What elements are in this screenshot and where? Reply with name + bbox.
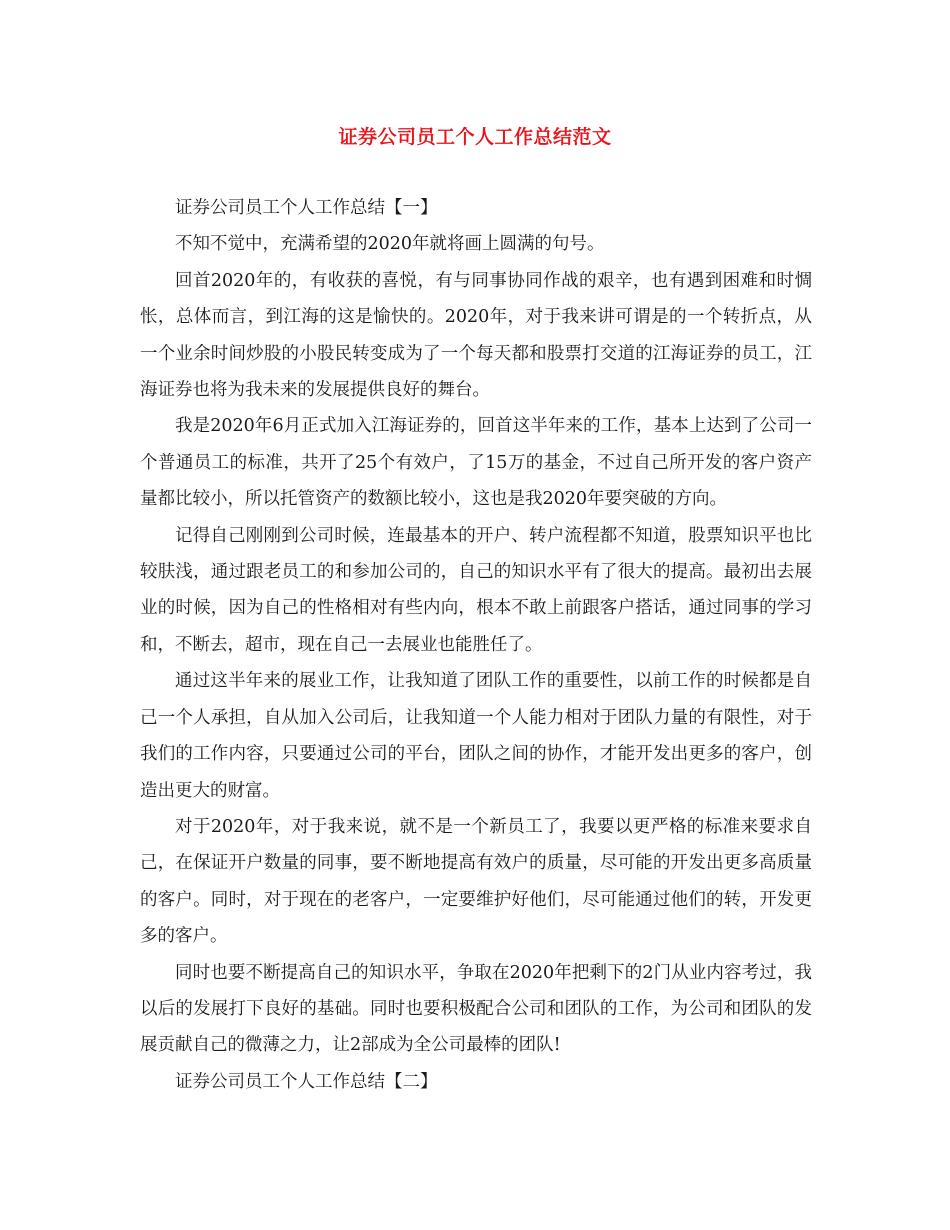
paragraph: 同时也要不断提高自己的知识水平，争取在2020年把剩下的2门从业内容考过，我以后的发展打下良好的基础。同时也要积极配合公司和团队的工作，为公司和团队的发展贡献自己的微薄之力，让2部成为全公司最棒的团队! <box>140 962 812 1056</box>
paragraph: 我是2020年6月正式加入江海证券的，回首这半年来的工作，基本上达到了公司一个普通员工的标准，共开了25个有效户，了15万的基金，不过自己所开发的客户资产量都比较小，所以托管资产的数额比较小，这也是我2020年要突破的方向。 <box>140 416 812 510</box>
paragraph: 记得自己刚刚到公司时候，连最基本的开户、转户流程都不知道，股票知识平也比较肤浅，通过跟老员工的和参加公司的，自己的知识水平有了很大的提高。最初出去展业的时候，因为自己的性格相对有些内向，根本不敢上前跟客户搭话，通过同事的学习和，不断去，超市，现在自己一去展业也能胜任了。 <box>140 525 812 655</box>
section-heading-2: 证券公司员工个人工作总结【二】 <box>175 1071 438 1092</box>
paragraph: 不知不觉中，充满希望的2020年就将画上圆满的句号。 <box>175 234 605 255</box>
section-heading-1: 证券公司员工个人工作总结【一】 <box>175 198 438 218</box>
document-title: 证券公司员工个人工作总结范文 <box>338 126 612 148</box>
document-body <box>140 190 812 1100</box>
paragraph: 回首2020年的，有收获的喜悦，有与同事协同作战的艰辛，也有遇到困难和时惆怅，总体而言，到江海的这是愉快的。2020年，对于我来讲可谓是的一个转折点，从一个业余时间炒股的小股民转变成为了一个每天都和股票打交道的江海证券的员工，江海证券也将为我未来的发展提供良好的舞台。 <box>140 270 812 401</box>
paragraph: 对于2020年，对于我来说，就不是一个新员工了，我要以更严格的标准来要求自己，在保证开户数量的同事，要不断地提高有效户的质量，尽可能的开发出更多高质量的客户。同时，对于现在的老客户，一定要维护好他们，尽可能通过他们的转，开发更多的客户。 <box>140 816 812 947</box>
paragraph: 通过这半年来的展业工作，让我知道了团队工作的重要性，以前工作的时候都是自己一个人承担，自从加入公司后，让我知道一个人能力相对于团队力量的有限性，对于我们的工作内容，只要通过公司的平台，团队之间的协作，才能开发出更多的客户，创造出更大的财富。 <box>140 671 812 801</box>
